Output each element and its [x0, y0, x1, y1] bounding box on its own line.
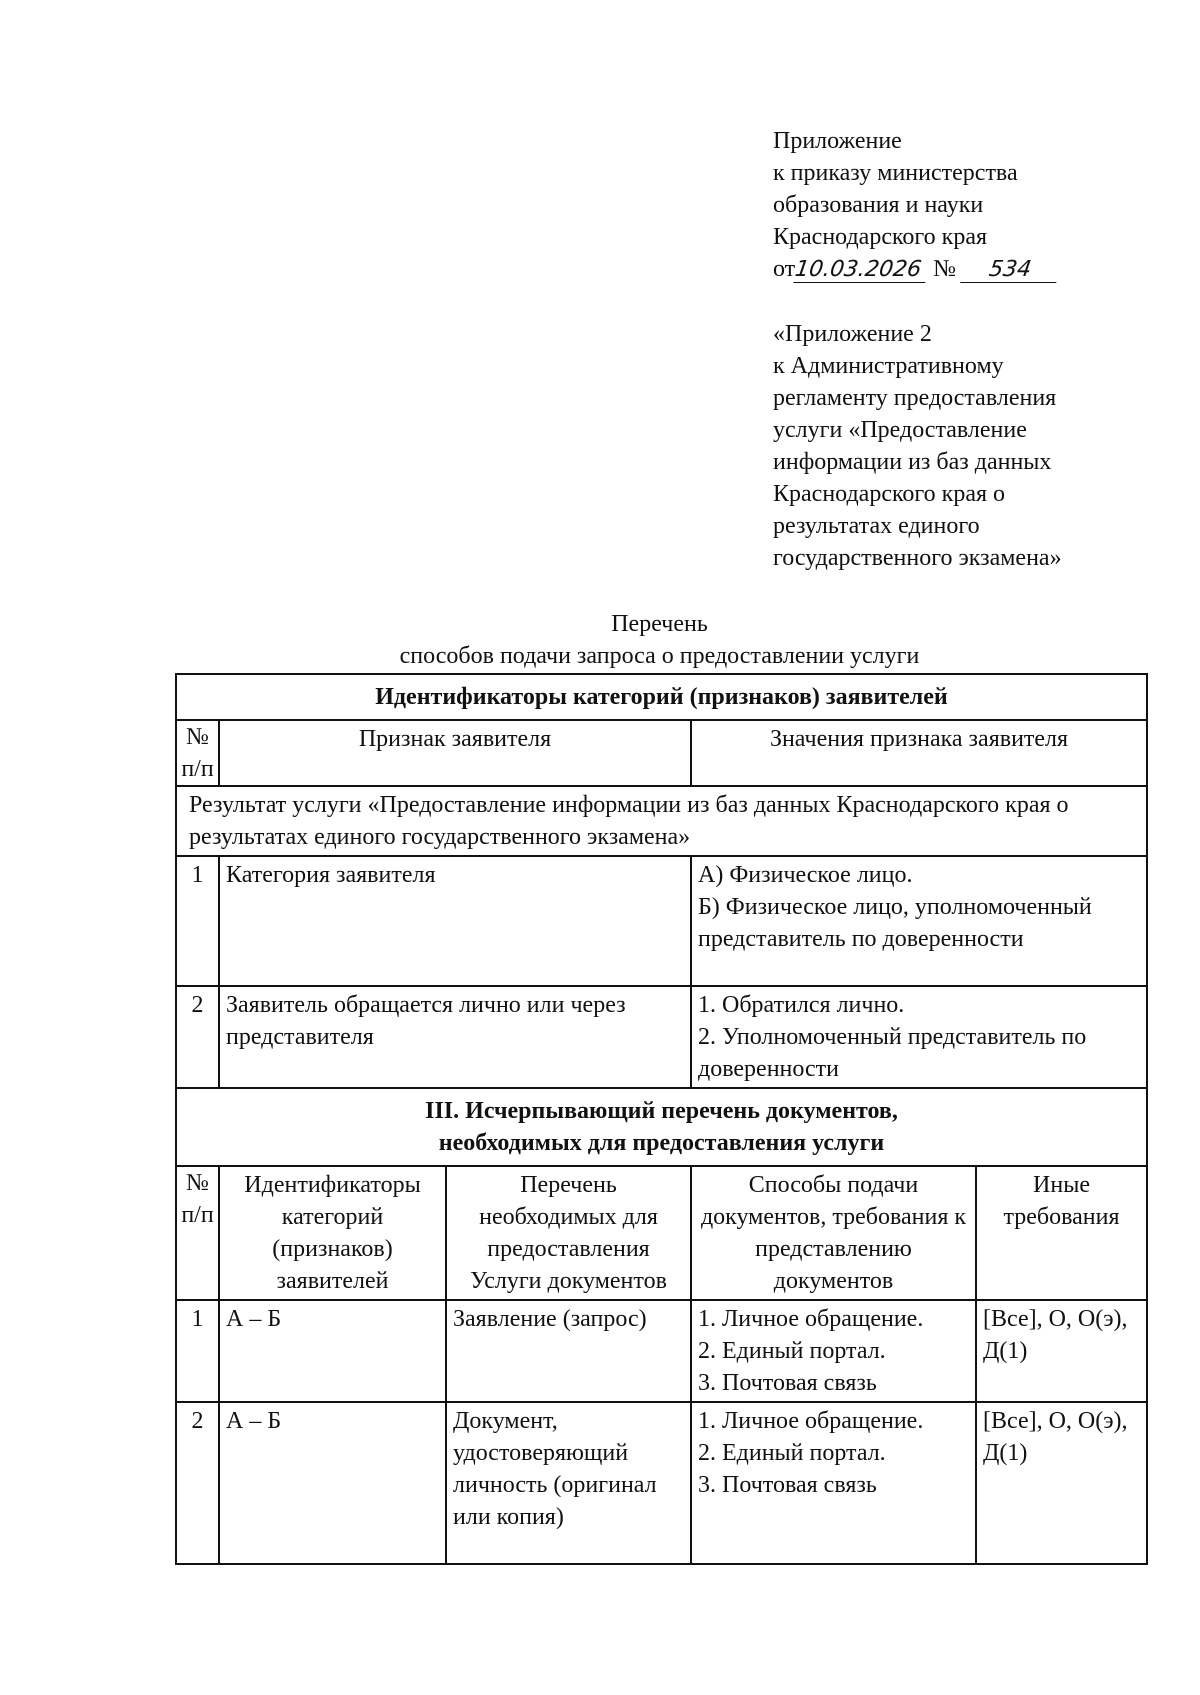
- s3-row-1-method-3: 3. Почтовая связь: [698, 1370, 877, 1396]
- result-row: [176, 786, 1147, 856]
- date-prefix: от: [773, 256, 796, 282]
- appendix-line-3: регламенту предоставления: [773, 385, 1057, 411]
- s3-row-1-method-2: 2. Единый портал.: [698, 1338, 886, 1364]
- s3-row-2-method-2: 2. Единый портал.: [698, 1440, 886, 1466]
- s1-table-row: [176, 856, 1147, 986]
- s3-row-1-doc: Заявление (запрос): [446, 1300, 691, 1402]
- section3-column-headers: [176, 1166, 1147, 1300]
- header-line-3: образования и науки: [773, 192, 984, 218]
- appendix-line-5: информации из баз данных: [773, 449, 1052, 475]
- s3-row-2-ids: А – Б: [219, 1402, 446, 1564]
- appendix-line-2: к Административному: [773, 353, 1004, 379]
- s3-col-ids: Идентификаторы категорий (признаков) заявителей: [219, 1166, 446, 1300]
- s3-row-1-ids: А – Б: [219, 1300, 446, 1402]
- order-appendix-header: [773, 125, 1058, 285]
- section1-header-row: [176, 674, 1147, 720]
- order-date-handwritten: 10.03.2026: [793, 258, 929, 283]
- s3-row-2-doc: Документ, удостоверяющий личность (оригинал или копия): [446, 1402, 691, 1564]
- appendix-line-7: результатах единого: [773, 513, 980, 539]
- s3-col-num: № п/п: [176, 1166, 219, 1300]
- order-number-handwritten: 534: [960, 258, 1060, 283]
- header-line-1: Приложение: [773, 128, 902, 154]
- s1-row-2-value-2: 2. Уполномоченный представитель по доверенности: [698, 1024, 1087, 1082]
- s1-row-1-attr: Категория заявителя: [219, 856, 691, 986]
- document-title: Перечень: [611, 611, 708, 637]
- s1-col-attr: Признак заявителя: [219, 720, 691, 786]
- s3-row-1-methods: [691, 1300, 976, 1402]
- document-subtitle: способов подачи запроса о предоставлении услуги: [399, 643, 920, 669]
- section1-column-headers: [176, 720, 1147, 786]
- number-label: №: [933, 256, 957, 282]
- s1-row-2-attr: Заявитель обращается лично или через представителя: [219, 986, 691, 1088]
- s1-row-1-values: [691, 856, 1147, 986]
- s3-col-docs: Перечень необходимых для предоставления Услуги документов: [446, 1166, 691, 1300]
- s3-row-1-other: [Все], О, О(э), Д(1): [976, 1300, 1147, 1402]
- appendix-line-8: государственного экзамена»: [773, 545, 1062, 571]
- s1-row-2-value-1: 1. Обратился лично.: [698, 992, 905, 1018]
- s3-row-2-other: [Все], О, О(э), Д(1): [976, 1402, 1147, 1564]
- s1-row-1-value-2: Б) Физическое лицо, уполномоченный представитель по доверенности: [698, 894, 1092, 952]
- section1-header: Идентификаторы категорий (признаков) заявителей: [176, 674, 1147, 720]
- section3-header: [176, 1088, 1147, 1166]
- section3-header-row: [176, 1088, 1147, 1166]
- header-line-2: к приказу министерства: [773, 160, 1018, 186]
- s1-row-2-num: 2: [176, 986, 219, 1088]
- s3-row-2-num: 2: [176, 1402, 219, 1564]
- s1-table-row: [176, 986, 1147, 1088]
- appendix-line-6: Краснодарского края о: [773, 481, 1006, 507]
- s3-row-1-num: 1: [176, 1300, 219, 1402]
- s1-col-num: № п/п: [176, 720, 219, 786]
- result-row-text: Результат услуги «Предоставление информации из баз данных Краснодарского края о результатах единого государственного экзамена»: [176, 786, 1147, 856]
- methods-table: [175, 673, 1148, 1565]
- section3-header-line-1: III. Исчерпывающий перечень документов,: [425, 1098, 898, 1124]
- s3-row-2-methods: [691, 1402, 976, 1564]
- appendix-line-1: «Приложение 2: [773, 321, 932, 347]
- s3-row-1-method-1: 1. Личное обращение.: [698, 1306, 924, 1332]
- section3-header-line-2: необходимых для предоставления услуги: [438, 1130, 885, 1156]
- s1-row-2-values: [691, 986, 1147, 1088]
- s3-table-row: [176, 1300, 1147, 1402]
- s3-row-2-method-3: 3. Почтовая связь: [698, 1472, 877, 1498]
- s3-col-methods: Способы подачи документов, требования к представлению документов: [691, 1166, 976, 1300]
- s3-col-other: Иные требования: [976, 1166, 1147, 1300]
- s1-row-1-value-1: А) Физическое лицо.: [698, 862, 913, 888]
- header-line-4: Краснодарского края: [773, 224, 988, 250]
- s3-row-2-method-1: 1. Личное обращение.: [698, 1408, 924, 1434]
- regulation-appendix-header: [773, 318, 1062, 574]
- s1-col-values: Значения признака заявителя: [691, 720, 1147, 786]
- appendix-line-4: услуги «Предоставление: [773, 417, 1027, 443]
- s1-row-1-num: 1: [176, 856, 219, 986]
- s3-table-row: [176, 1402, 1147, 1564]
- order-date-line: [773, 253, 1058, 285]
